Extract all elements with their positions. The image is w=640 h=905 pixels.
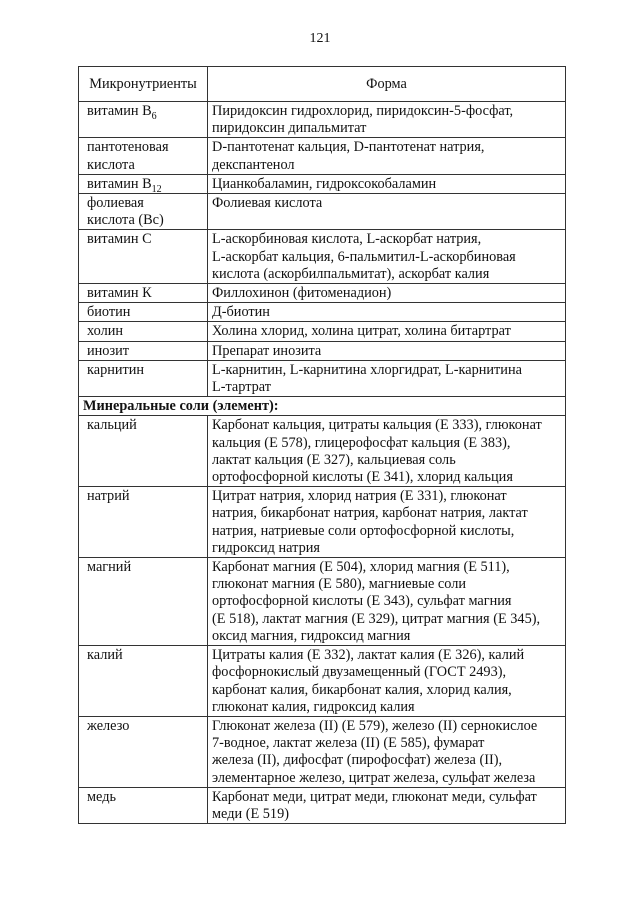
nutrient-name-line: кислота (Вс): [87, 212, 164, 229]
form-line: лактат кальция (Е 327), кальциевая соль: [212, 451, 456, 468]
nutrient-name-cell: [79, 341, 208, 360]
nutrient-name-cell: [79, 787, 208, 823]
nutrient-name-cell: [79, 284, 208, 303]
nutrient-name-line: железо: [87, 717, 130, 734]
table-row: [79, 303, 566, 322]
form-cell: [208, 303, 566, 322]
nutrient-name-cell: [79, 646, 208, 717]
nutrient-name-line: витамин К: [87, 285, 152, 302]
form-line: Пиридоксин гидрохлорид, пиридоксин-5-фосфат,: [212, 103, 514, 119]
form-line: Препарат инозита: [212, 342, 322, 359]
nutrient-name-cell: [79, 230, 208, 284]
form-line: L-карнитин, L-карнитина хлоргидрат, L-карнитина: [212, 361, 522, 378]
table-row: [79, 558, 566, 646]
nutrient-name-cell: [79, 194, 208, 230]
table-row: [79, 716, 566, 787]
form-line: L-аскорбат кальция, 6-пальмитил-L-аскорбиновая: [212, 248, 516, 265]
form-line: Холина хлорид, холина цитрат, холина битартрат: [212, 323, 511, 340]
form-line: глюконат магния (Е 580), магниевые соли: [212, 576, 466, 593]
form-line: Филлохинон (фитоменадион): [212, 285, 392, 302]
form-cell: [208, 102, 566, 138]
table-row: [79, 230, 566, 284]
form-cell: [208, 487, 566, 558]
table-row: [79, 416, 566, 487]
nutrient-name-line: холин: [87, 323, 124, 340]
form-line: L-тартрат: [212, 379, 272, 396]
form-cell: [208, 138, 566, 174]
nutrient-name-cell: [79, 716, 208, 787]
form-cell: [208, 716, 566, 787]
form-line: Глюконат железа (II) (Е 579), железо (II) сернокислое: [212, 717, 538, 734]
table-header-row: [79, 67, 566, 102]
form-cell: [208, 322, 566, 341]
table-row: [79, 284, 566, 303]
nutrient-name-line: пантотеновая: [87, 139, 169, 156]
table-row: [79, 341, 566, 360]
nutrient-name-text: витамин B: [87, 175, 152, 192]
nutrient-name-cell: [79, 138, 208, 174]
nutrient-name-cell: [79, 416, 208, 487]
form-cell: [208, 284, 566, 303]
table-row: [79, 194, 566, 230]
table-row: [79, 322, 566, 341]
form-line: кислота (аскорбилпальмитат), аскорбат калия: [212, 265, 490, 282]
form-line: элементарное железо, цитрат железа, сульфат железа: [212, 769, 536, 786]
form-line: карбонат калия, бикарбонат калия, хлорид калия,: [212, 681, 512, 698]
table-row: [79, 787, 566, 823]
header-form: Форма: [208, 67, 566, 102]
form-cell: [208, 194, 566, 230]
nutrient-name-line: карнитин: [87, 361, 145, 378]
nutrient-subscript: 6: [151, 110, 157, 122]
form-line: D-пантотенат кальция, D-пантотенат натрия,: [212, 139, 485, 156]
form-cell: [208, 174, 566, 193]
table-row: [79, 360, 566, 396]
form-line: Карбонат магния (Е 504), хлорид магния (Е 511),: [212, 559, 510, 576]
form-cell: [208, 416, 566, 487]
nutrient-name-line: инозит: [87, 342, 129, 359]
nutrient-name-line: фолиевая: [87, 195, 144, 212]
nutrient-name-line: кислота: [87, 156, 135, 173]
section-title: Минеральные соли (элемент):: [79, 397, 566, 416]
form-line: Д-биотин: [212, 304, 270, 321]
form-line: натрия, натриевые соли ортофосфорной кислоты,: [212, 522, 515, 539]
nutrient-name-cell: [79, 322, 208, 341]
form-line: Карбонат меди, цитрат меди, глюконат меди, сульфат: [212, 788, 537, 805]
table-row: [79, 646, 566, 717]
nutrient-name-line: калий: [87, 647, 123, 664]
form-cell: [208, 646, 566, 717]
nutrient-name-cell: [79, 487, 208, 558]
nutrient-name-line: витамин С: [87, 231, 152, 248]
micronutrients-table: [78, 66, 566, 824]
header-micronutrients: Микронутриенты: [79, 67, 208, 102]
form-cell: [208, 787, 566, 823]
nutrient-subscript: 12: [151, 183, 162, 195]
nutrient-name-line: кальций: [87, 417, 137, 434]
page-number: 121: [309, 31, 331, 46]
nutrient-name: [87, 176, 203, 193]
form-cell: [208, 230, 566, 284]
form-line: декспантенол: [212, 156, 295, 173]
nutrient-name-cell: [79, 303, 208, 322]
form-line: Цитрат натрия, хлорид натрия (Е 331), глюконат: [212, 488, 507, 505]
table-row: [79, 487, 566, 558]
form-line: (Е 518), лактат магния (Е 329), цитрат магния (Е 345),: [212, 610, 541, 627]
form-line: оксид магния, гидроксид магния: [212, 627, 411, 644]
nutrient-name-cell: [79, 102, 208, 138]
table-row: [79, 174, 566, 193]
form-line: Цианкобаламин, гидроксокобаламин: [212, 175, 437, 192]
section-row-minerals: [79, 397, 566, 416]
form-line: ортофосфорной кислоты (Е 343), сульфат магния: [212, 593, 512, 610]
form-line: железа (II), дифосфат (пирофосфат) железа (II),: [212, 752, 503, 769]
table-body: [79, 67, 566, 824]
form-line: Карбонат кальция, цитраты кальция (Е 333), глюконат: [212, 417, 542, 434]
form-line: меди (Е 519): [212, 805, 289, 822]
nutrient-name-line: магний: [87, 559, 132, 576]
nutrient-name-cell: [79, 174, 208, 193]
nutrient-name: [87, 103, 203, 120]
form-line: кальция (Е 578), глицерофосфат кальция (Е 383),: [212, 434, 511, 451]
form-line: Фолиевая кислота: [212, 195, 323, 212]
form-line: натрия, бикарбонат натрия, карбонат натрия, лактат: [212, 505, 528, 522]
table-row: [79, 138, 566, 174]
form-line: фосфорнокислый двузамещенный (ГОСТ 2493),: [212, 664, 507, 681]
form-cell: [208, 360, 566, 396]
form-line: ортофосфорной кислоты (Е 341), хлорид кальция: [212, 469, 513, 486]
form-line: 7-водное, лактат железа (II) (Е 585), фумарат: [212, 735, 485, 752]
form-line: гидроксид натрия: [212, 539, 320, 556]
nutrient-name-text: витамин B: [87, 103, 152, 119]
nutrient-name-line: медь: [87, 788, 116, 805]
form-line: глюконат калия, гидроксид калия: [212, 698, 415, 715]
form-line: Цитраты калия (Е 332), лактат калия (Е 326), калий: [212, 647, 525, 664]
table-row: [79, 102, 566, 138]
form-cell: [208, 558, 566, 646]
nutrient-name-cell: [79, 558, 208, 646]
form-line: L-аскорбиновая кислота, L-аскорбат натрия,: [212, 231, 482, 248]
nutrient-name-line: биотин: [87, 304, 131, 321]
form-cell: [208, 341, 566, 360]
nutrient-name-cell: [79, 360, 208, 396]
form-line: пиридоксин дипальмитат: [212, 120, 367, 137]
nutrient-name-line: натрий: [87, 488, 130, 505]
